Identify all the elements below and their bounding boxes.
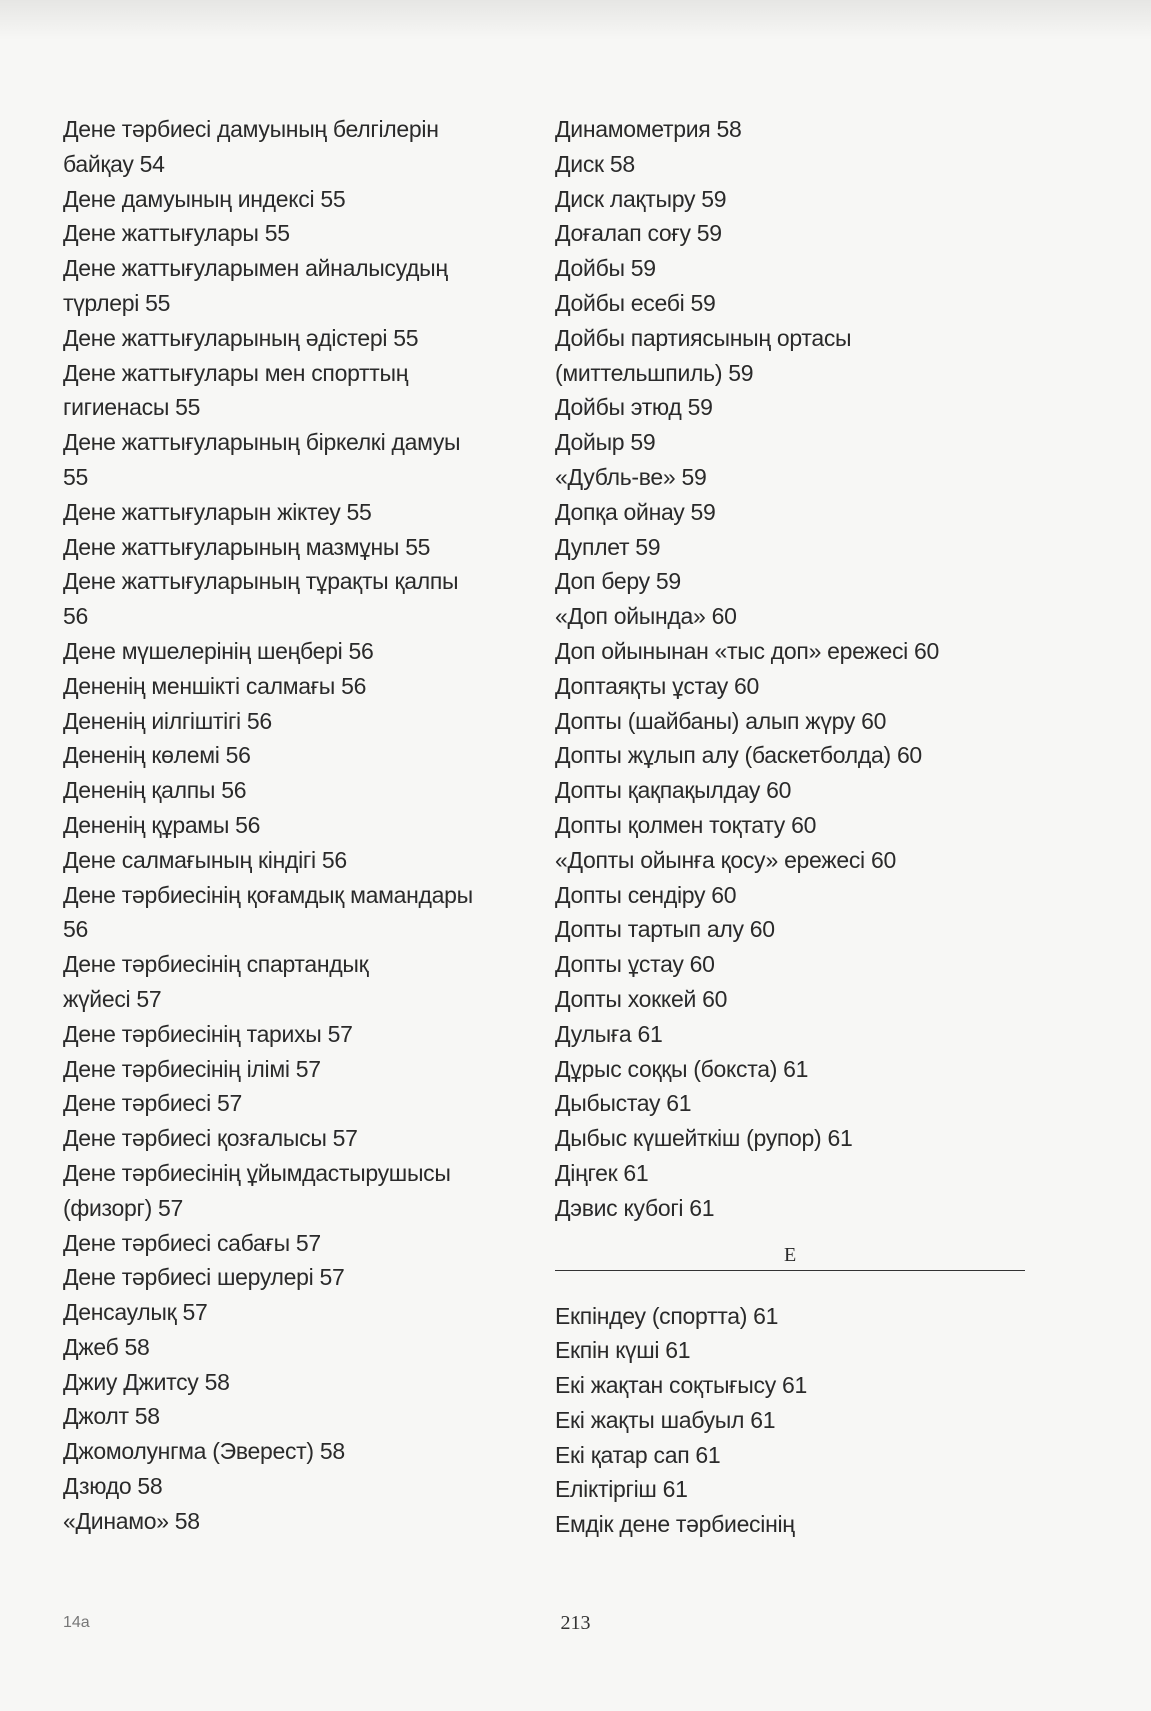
index-entry: «Дубль-ве» 59 xyxy=(555,463,707,490)
index-entry: Дененің көлемі 56 xyxy=(63,742,251,769)
index-column-right xyxy=(555,112,1025,1542)
index-entry: Джиу Джитсу 58 xyxy=(63,1368,230,1395)
index-entry: Дене жаттығуларын жіктеу 55 xyxy=(63,498,372,525)
index-entry: Джолт 58 xyxy=(63,1403,160,1430)
index-entry: Дойбы партиясының ортасы xyxy=(555,324,852,351)
index-entry: Дене тәрбиесі 57 xyxy=(63,1090,242,1117)
index-entry: Допты (шайбаны) алып жүру 60 xyxy=(555,707,887,734)
index-entry: Дене жаттығуларының тұрақты қалпы xyxy=(63,568,459,595)
index-entry: Дене дамуының индексі 55 xyxy=(63,185,346,212)
index-entry: Доп беру 59 xyxy=(555,568,681,595)
index-entry: Дене мүшелерінің шеңбері 56 xyxy=(63,637,374,664)
index-entry: Допты сендіру 60 xyxy=(555,881,737,908)
index-entry: «Динамо» 58 xyxy=(63,1507,200,1534)
index-entry: Дене тәрбиесі қозғалысы 57 xyxy=(63,1125,358,1152)
index-entry: Дойбы 59 xyxy=(555,255,656,282)
index-entry: Допқа ойнау 59 xyxy=(555,498,716,525)
index-entry: Дэвис кубогі 61 xyxy=(555,1194,715,1221)
index-entry: Екі жақты шабуыл 61 xyxy=(555,1406,776,1433)
index-column-left xyxy=(63,112,533,1539)
index-entry: Дененің меншікті салмағы 56 xyxy=(63,672,367,699)
index-entry: Дұрыс соққы (бокста) 61 xyxy=(555,1055,809,1082)
index-entry: Диск 58 xyxy=(555,150,635,177)
index-entry: Дене жаттығулары мен спорттың xyxy=(63,359,409,386)
index-entry: Дуплет 59 xyxy=(555,533,661,560)
index-entry: Джомолунгма (Эверест) 58 xyxy=(63,1438,345,1465)
index-entry: Дененің құрамы 56 xyxy=(63,811,261,838)
index-entry: Джеб 58 xyxy=(63,1333,150,1360)
index-entry: Допты жұлып алу (баскетболда) 60 xyxy=(555,742,922,769)
index-entry: Дыбыс күшейткіш (рупор) 61 xyxy=(555,1125,853,1152)
index-entry: (физорг) 57 xyxy=(63,1194,184,1221)
index-entry: Допты тартып алу 60 xyxy=(555,916,775,943)
index-entry: Дене тәрбиесінің спартандық xyxy=(63,951,369,978)
index-entry: Допты қолмен тоқтату 60 xyxy=(555,811,817,838)
index-entry: Дыбыстау 61 xyxy=(555,1090,692,1117)
index-entry: 56 xyxy=(63,603,88,630)
index-entry: Дене тәрбиесінің тарихы 57 xyxy=(63,1020,353,1047)
index-entry: Дене тәрбиесінің ұйымдастырушысы xyxy=(63,1159,451,1186)
index-entry: Дененің иілгіштігі 56 xyxy=(63,707,272,734)
index-entry: Дене жаттығуларының әдістері 55 xyxy=(63,324,419,351)
page-number: 213 xyxy=(560,1612,591,1634)
page-shadow xyxy=(0,0,1151,40)
index-entry: Дене тәрбиесі сабағы 57 xyxy=(63,1229,321,1256)
index-entry: Допты хоккей 60 xyxy=(555,985,728,1012)
index-entry: Екпін күші 61 xyxy=(555,1337,691,1364)
index-entry: байқау 54 xyxy=(63,150,165,177)
index-entry: Дойбы есебі 59 xyxy=(555,289,716,316)
index-entry: Емдік дене тәрбиесінің xyxy=(555,1511,795,1538)
index-entry: Дулыға 61 xyxy=(555,1020,663,1047)
index-entry: Дойыр 59 xyxy=(555,429,656,456)
index-entry: Дене салмағының кіндігі 56 xyxy=(63,846,347,873)
index-entry: 56 xyxy=(63,916,88,943)
index-entry: Дене тәрбиесі шерулері 57 xyxy=(63,1264,345,1291)
index-entry: гигиенасы 55 xyxy=(63,394,201,421)
index-entries-e xyxy=(555,1299,1025,1543)
index-entry: жүйесі 57 xyxy=(63,985,162,1012)
index-entry: Екпіндеу (спортта) 61 xyxy=(555,1302,779,1329)
printer-signature: 14а xyxy=(63,1614,90,1631)
index-entry: Дененің қалпы 56 xyxy=(63,777,247,804)
index-entries-d xyxy=(555,112,1025,1226)
index-entry: (миттельшпиль) 59 xyxy=(555,359,754,386)
index-entry: Доптаяқты ұстау 60 xyxy=(555,672,760,699)
index-entry: Дене жаттығуларымен айналысудың xyxy=(63,255,448,282)
index-entry: Еліктіргіш 61 xyxy=(555,1476,688,1503)
index-entry: Дене тәрбиесі дамуының белгілерін xyxy=(63,116,439,142)
index-entry: Доғалап соғу 59 xyxy=(555,220,722,247)
section-heading-e: Е xyxy=(555,1242,1025,1271)
index-entry: Денсаулық 57 xyxy=(63,1299,208,1326)
index-entry: түрлері 55 xyxy=(63,289,171,316)
index-entry: Екі жақтан соқтығысу 61 xyxy=(555,1372,807,1399)
index-entry: Дене жаттығулары 55 xyxy=(63,220,290,247)
index-entry: Дене жаттығуларының біркелкі дамуы xyxy=(63,429,461,456)
index-entry: «Допты ойынға қосу» ережесі 60 xyxy=(555,846,896,873)
index-entry: «Доп ойында» 60 xyxy=(555,603,737,630)
index-entry: Дене тәрбиесінің ілімі 57 xyxy=(63,1055,321,1082)
index-entry: Діңгек 61 xyxy=(555,1159,649,1186)
index-entry: Диск лақтыру 59 xyxy=(555,185,727,212)
index-entry: Динамометрия 58 xyxy=(555,116,742,142)
index-entry: 55 xyxy=(63,463,88,490)
index-entry: Дойбы этюд 59 xyxy=(555,394,713,421)
index-entry: Допты ұстау 60 xyxy=(555,951,715,978)
index-entry: Екі қатар сап 61 xyxy=(555,1441,721,1468)
index-entry: Доп ойынынан «тыс доп» ережесі 60 xyxy=(555,637,940,664)
index-entry: Дзюдо 58 xyxy=(63,1473,163,1500)
index-entry: Дене тәрбиесінің қоғамдық мамандары xyxy=(63,881,473,908)
index-entry: Дене жаттығуларының мазмұны 55 xyxy=(63,533,431,560)
index-entry: Допты қақпақылдау 60 xyxy=(555,777,792,804)
